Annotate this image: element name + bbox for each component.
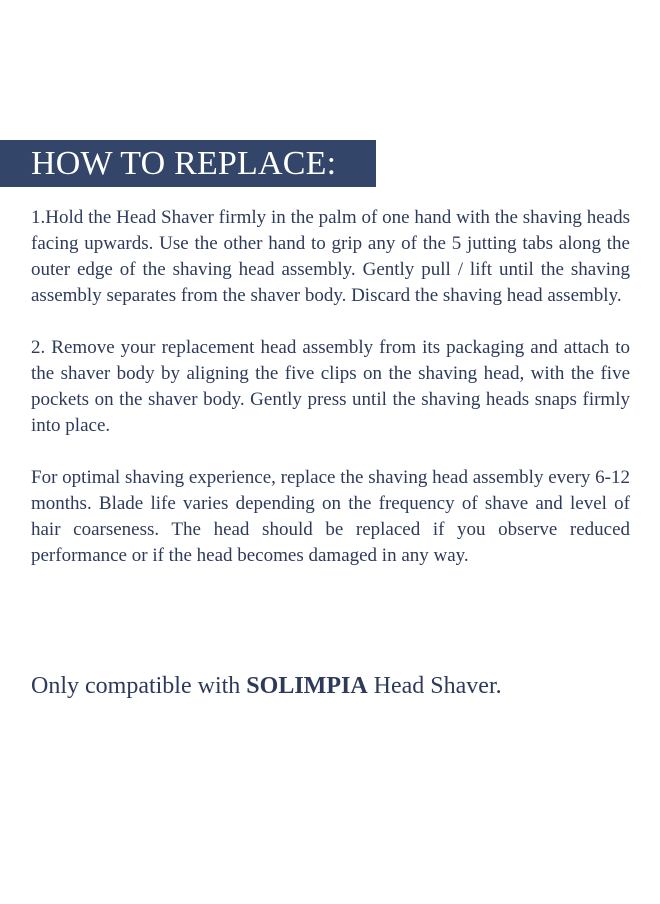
- compatibility-prefix: Only compatible with: [31, 673, 241, 699]
- instructions-section: [31, 205, 630, 569]
- compatibility-suffix: Head Shaver.: [373, 673, 502, 699]
- replacement-note: For optimal shaving experience, replace the shaving head assembly every 6-12 months. Blade life varies depending on the frequency of shave and level of hair coarseness. The head should be replaced if you observe reduced performance or if the head becomes damaged in any way.: [31, 467, 630, 566]
- page-title: HOW TO REPLACE:: [0, 140, 376, 187]
- compatibility-note: [31, 671, 502, 701]
- brand-name: SOLIMPIA: [246, 673, 368, 699]
- instruction-step-1: 1.Hold the Head Shaver firmly in the palm of one hand with the shaving heads facing upwards. Use the other hand to grip any of the 5 jutting tabs along the outer edge of the shaving head assembly. Gently pull / lift until the shaving assembly separates from the shaver body. Discard the shaving head assembly.: [31, 207, 630, 306]
- instruction-step-2: 2. Remove your replacement head assembly from its packaging and attach to the shaver body by aligning the five clips on the shaving head, with the five pockets on the shaver body. Gently press until the shaving heads snaps firmly into place.: [31, 337, 630, 436]
